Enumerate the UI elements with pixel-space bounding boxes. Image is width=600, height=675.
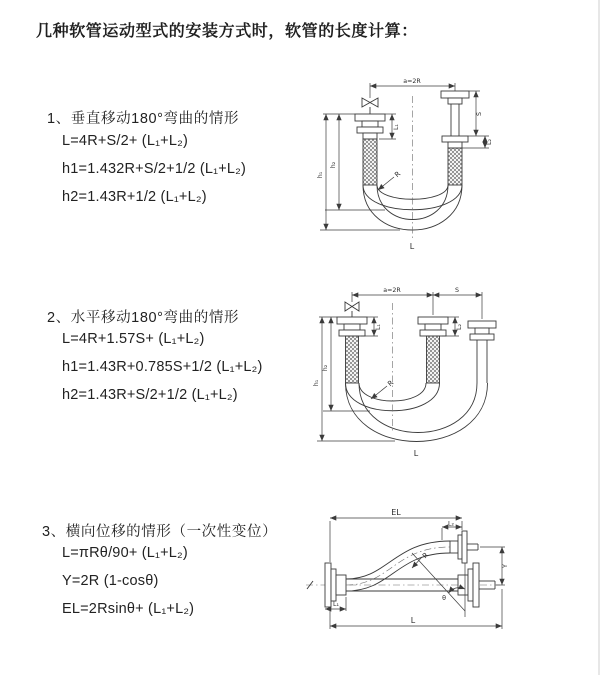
flange-fitting-right <box>468 321 496 383</box>
braided-hose-right <box>448 148 462 185</box>
section-3-formula-Y: Y=2R (1-cosθ) <box>62 573 159 589</box>
braided-hose-left <box>346 336 359 383</box>
label-a2r: a=2R <box>383 287 401 294</box>
label-l2: L₂ <box>456 323 463 331</box>
braided-hose-left <box>363 139 377 185</box>
label-s: S <box>455 287 459 294</box>
section-1-heading: 1、垂直移动180°弯曲的情形 <box>47 111 240 127</box>
label-l2: L₂ <box>447 520 455 528</box>
flange-fitting-left <box>355 114 385 185</box>
radius-callout <box>378 170 402 190</box>
section-1-formula-h1: h1=1.432R+S/2+1/2 (L₁+L₂) <box>62 161 247 177</box>
label-l-bottom: L <box>410 616 416 625</box>
label-r: R <box>421 551 431 561</box>
section-2-heading: 2、水平移动180°弯曲的情形 <box>47 310 240 326</box>
label-l-bottom: L <box>413 449 419 458</box>
label-y: Y <box>502 564 509 568</box>
label-l1: L₁ <box>393 123 400 131</box>
label-l-bottom: L <box>409 242 415 251</box>
flange-fitting-upper <box>450 531 478 563</box>
label-h1: h₁ <box>317 171 324 179</box>
label-r: R <box>386 378 396 389</box>
hose-u-bends <box>346 383 488 442</box>
flange-fitting-right <box>441 91 469 185</box>
label-theta: θ <box>442 595 446 602</box>
hose-s-curve <box>346 541 450 591</box>
label-l1: L₁ <box>332 601 340 608</box>
section-3-formula-L: L=πRθ/90+ (L₁+L₂) <box>62 545 188 561</box>
diagram-vertical-180-bend <box>315 70 590 255</box>
valve-icon <box>362 98 378 114</box>
section-2-formula-h2: h2=1.43R+S/2+1/2 (L₁+L₂) <box>62 387 238 403</box>
label-l1: L₁ <box>375 323 382 331</box>
section-2-formula-h1: h1=1.43R+0.785S+1/2 (L₁+L₂) <box>62 359 263 375</box>
flange-fitting-right <box>458 563 495 607</box>
label-a2r: a=2R <box>403 78 421 85</box>
flange-fitting-middle <box>418 317 448 383</box>
diagram-horizontal-180-bend <box>315 283 600 463</box>
dim-s <box>468 91 489 136</box>
radius-callout <box>371 379 395 399</box>
section-2-formula-L: L=4R+1.57S+ (L₁+L₂) <box>62 331 205 347</box>
braided-hose-middle <box>427 336 440 383</box>
valve-icon <box>345 302 359 317</box>
diagram-lateral-displacement <box>300 505 595 650</box>
label-h1: h₁ <box>313 379 320 387</box>
dim-a2r <box>352 287 482 319</box>
dim-s <box>433 287 482 295</box>
label-r: R <box>393 169 403 180</box>
dim-y <box>480 547 509 585</box>
section-1-formula-L: L=4R+S/2+ (L₁+L₂) <box>62 133 188 149</box>
page-title: 几种软管运动型式的安装方式时，软管的长度计算： <box>36 23 418 40</box>
section-3-heading: 3、横向位移的情形（一次性变位） <box>42 524 278 540</box>
radius-callout <box>412 551 465 617</box>
section-1-formula-h2: h2=1.43R+1/2 (L₁+L₂) <box>62 189 207 205</box>
label-h2: h₂ <box>322 364 329 372</box>
flange-fitting-left <box>337 317 367 383</box>
section-3-formula-EL: EL=2Rsinθ+ (L₁+L₂) <box>62 601 195 617</box>
label-h2: h₂ <box>330 161 337 169</box>
label-s: S <box>476 112 483 116</box>
label-l2: L₂ <box>486 138 493 146</box>
label-el: EL <box>391 508 401 517</box>
